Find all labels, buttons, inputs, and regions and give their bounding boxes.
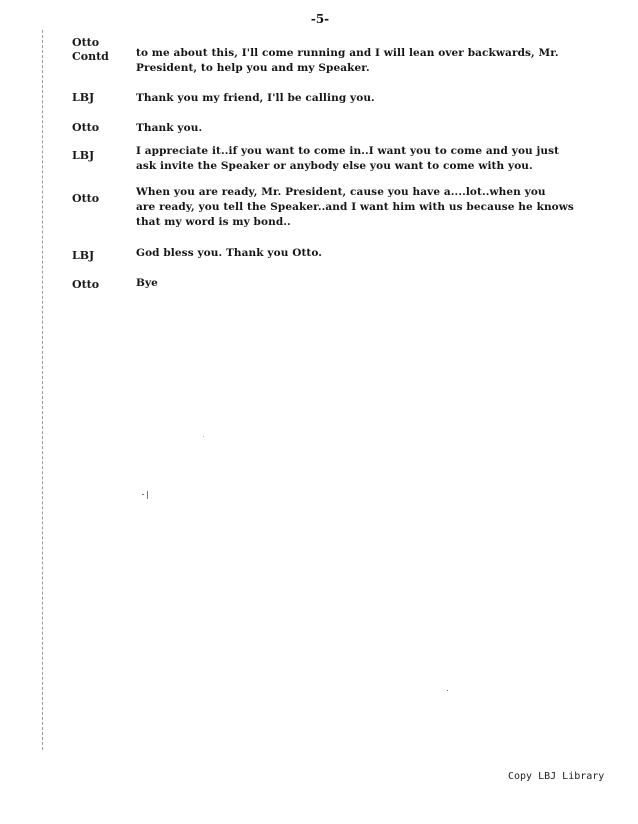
speaker-line: Contd: [72, 50, 109, 63]
scan-speck: [147, 491, 148, 499]
speech-line: I appreciate it..if you want to come in..I want you to come and you just: [136, 145, 560, 157]
speech-text: [136, 121, 596, 136]
speaker-line: LBJ: [72, 91, 95, 104]
speaker-label: [72, 121, 124, 135]
speech-line: Bye: [136, 277, 158, 289]
speaker-line: LBJ: [72, 149, 95, 162]
speaker-label: [72, 149, 124, 163]
speaker-label: [72, 249, 124, 263]
scan-speck: [203, 436, 204, 437]
speech-line: to me about this, I'll come running and I will lean over backwards, Mr.: [136, 47, 559, 59]
speech-line: ask invite the Speaker or anybody else you want to come with you.: [136, 160, 533, 172]
speech-line: Thank you my friend, I'll be calling you.: [136, 92, 375, 104]
scan-speck: [447, 690, 448, 691]
speech-line: When you are ready, Mr. President, cause you have a....lot..when you: [136, 186, 546, 198]
speech-text: [136, 276, 596, 291]
speech-line: God bless you. Thank you Otto.: [136, 247, 323, 259]
scan-speck: [142, 494, 144, 495]
speaker-line: Otto: [72, 36, 100, 49]
page-left-edge: [42, 30, 43, 750]
speaker-label: [72, 278, 124, 292]
speaker-label: [72, 192, 124, 206]
page-number: -5-: [310, 12, 330, 26]
library-footer: Copy LBJ Library: [508, 771, 605, 782]
speech-line: are ready, you tell the Speaker..and I want him with us because he knows: [136, 201, 574, 213]
speech-text: [136, 91, 596, 106]
speech-text: [136, 246, 596, 261]
speech-line: Thank you.: [136, 122, 203, 134]
speech-line: that my word is my bond..: [136, 216, 291, 228]
speaker-label: [72, 91, 124, 105]
speech-line: President, to help you and my Speaker.: [136, 62, 370, 74]
speech-text: [136, 185, 596, 230]
speech-text: [136, 46, 596, 76]
speaker-line: Otto: [72, 192, 100, 205]
speaker-line: LBJ: [72, 249, 95, 262]
speaker-line: Otto: [72, 121, 100, 134]
speech-text: [136, 144, 596, 174]
speaker-line: Otto: [72, 278, 100, 291]
speaker-label: [72, 36, 124, 64]
